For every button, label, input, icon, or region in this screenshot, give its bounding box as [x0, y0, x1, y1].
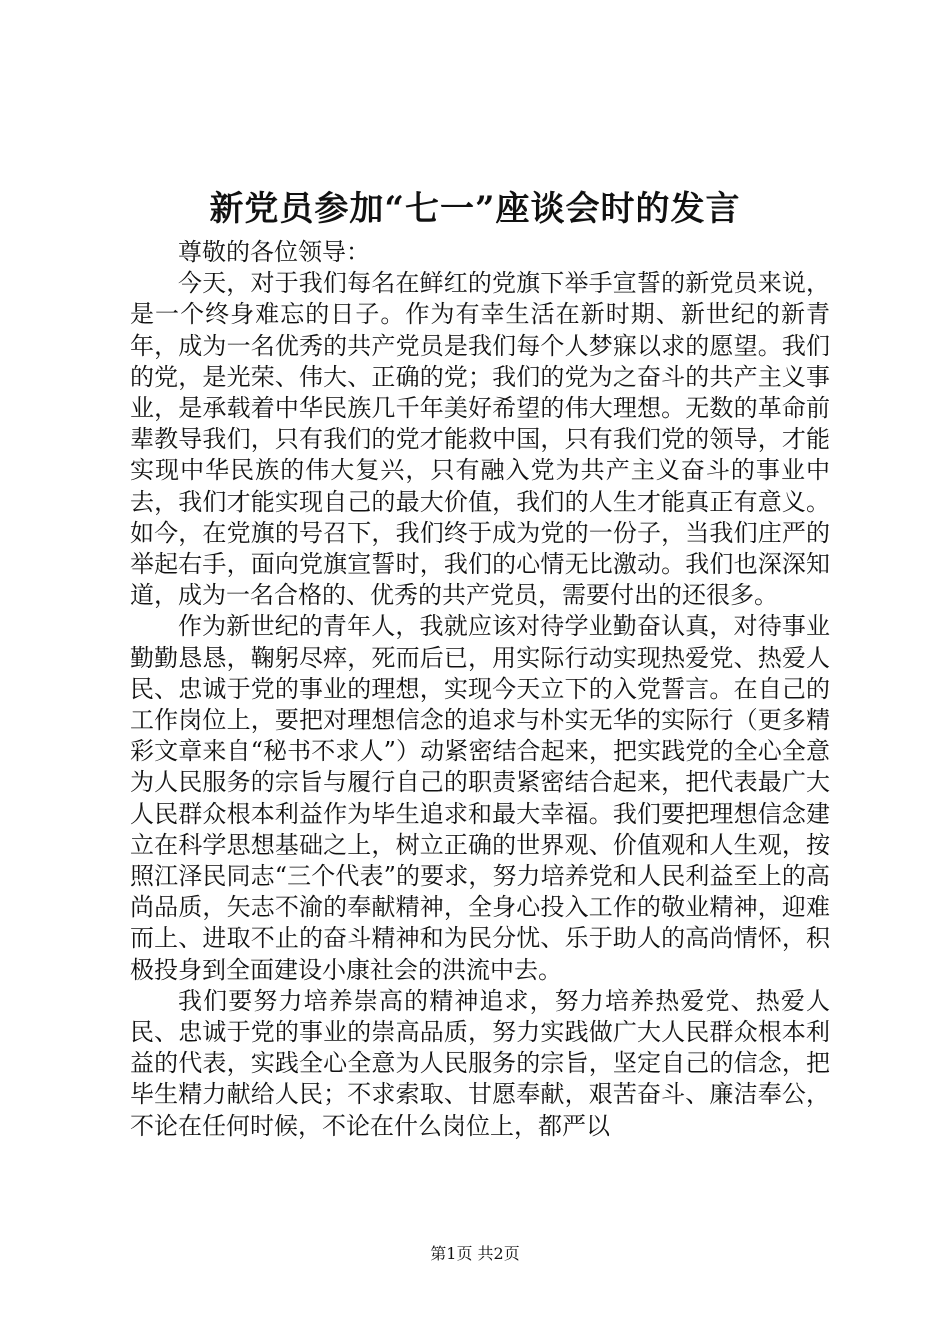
document-body: [130, 237, 830, 1142]
page-footer: 第1页 共2页: [430, 1244, 520, 1263]
paragraph-2: 作为新世纪的青年人，我就应该对待学业勤奋认真，对待事业勤勤恳恳，鞠躬尽瘁，死而后已，用实际行动实现热爱党、热爱人民、忠诚于党的事业的理想，实现今天立下的入党誓言。在自己的工作岗位上，要把对理想信念的追求与朴实无华的实际行（更多精彩文章来自“秘书不求人”）动紧密结合起来，把实践党的全心全意为人民服务的宗旨与履行自己的职责紧密结合起来，把代表最广大人民群众根本利益作为毕生追求和最大幸福。我们要把理想信念建立在科学思想基础之上，树立正确的世界观、价值观和人生观，按照江泽民同志“三个代表”的要求，努力培养党和人民利益至上的高尚品质，矢志不渝的奉献精神，全身心投入工作的敬业精神，迎难而上、进取不止的奋斗精神和为民分忧、乐于助人的高尚情怀，积极投身到全面建设小康社会的洪流中去。: [130, 612, 830, 984]
page-title: 新党员参加“七一”座谈会时的发言: [209, 189, 741, 229]
paragraph-3: 我们要努力培养崇高的精神追求，努力培养热爱党、热爱人民、忠诚于党的事业的崇高品质，努力实践做广大人民群众根本利益的代表，实践全心全意为人民服务的宗旨，坚定自己的信念，把毕生精力献给人民；不求索取、甘愿奉献，艰苦奋斗、廉洁奉公，不论在任何时候，不论在什么岗位上，都严以: [130, 986, 830, 1140]
salutation: 尊敬的各位领导：: [178, 238, 370, 266]
paragraph-1: 今天，对于我们每名在鲜红的党旗下举手宣誓的新党员来说，是一个终身难忘的日子。作为有幸生活在新时期、新世纪的新青年，成为一名优秀的共产党员是我们每个人梦寐以求的愿望。我们的党，是光荣、伟大、正确的党；我们的党为之奋斗的共产主义事业，是承载着中华民族几千年美好希望的伟大理想。无数的革命前辈教导我们，只有我们的党才能救中国，只有我们党的领导，才能实现中华民族的伟大复兴，只有融入党为共产主义奋斗的事业中去，我们才能实现自己的最大价值，我们的人生才能真正有意义。如今，在党旗的号召下，我们终于成为党的一份子，当我们庄严的举起右手，面向党旗宣誓时，我们的心情无比激动。我们也深深知道，成为一名合格的、优秀的共产党员，需要付出的还很多。: [130, 269, 830, 610]
